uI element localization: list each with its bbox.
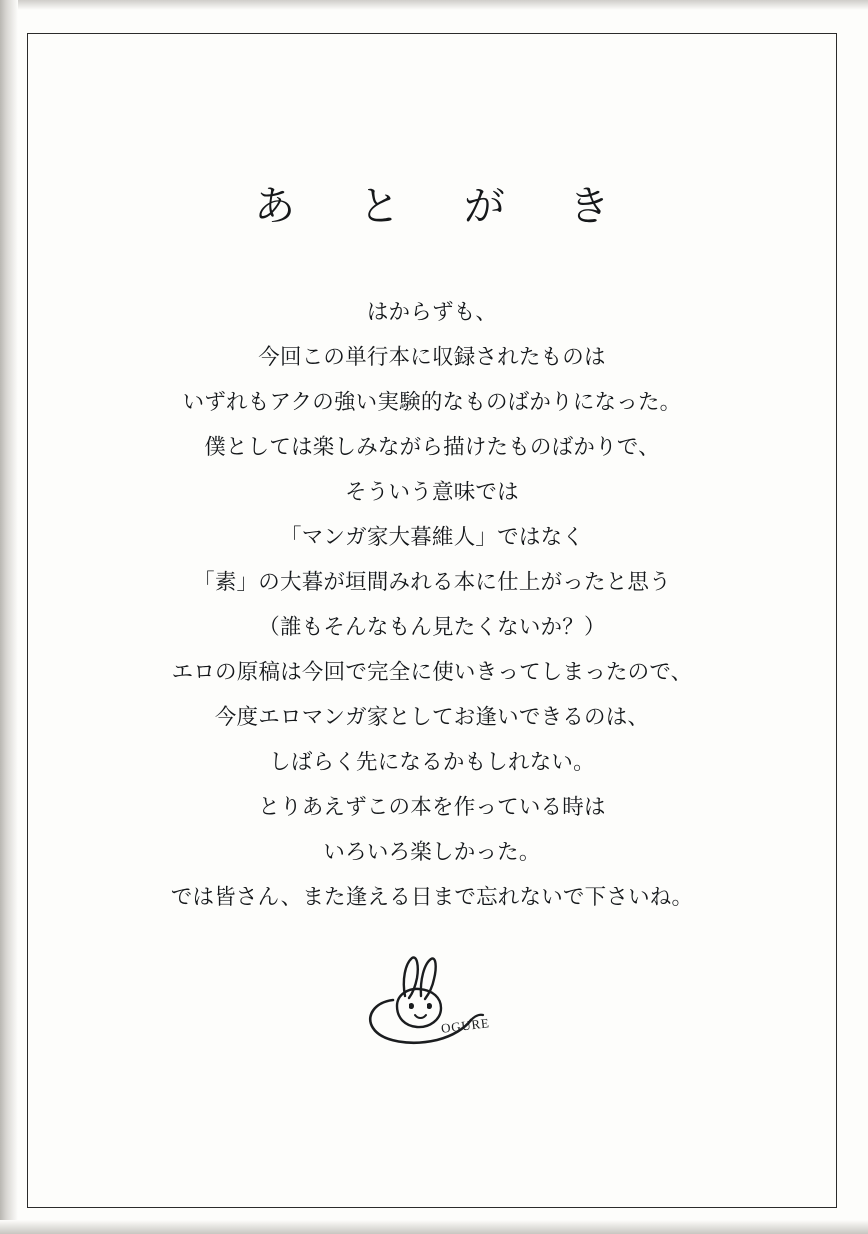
text-line: 「マンガ家大暮維人」ではなく	[279, 525, 584, 550]
signature-doodle	[357, 948, 537, 1058]
text-line: しばらく先になるかもしれない。	[269, 750, 595, 775]
text-line: エロの原稿は今回で完全に使いきってしまったので、	[171, 660, 693, 685]
text-line: そういう意味では	[345, 480, 519, 505]
text-line: 今回この単行本に収録されたものは	[258, 345, 606, 370]
text-line: いろいろ楽しかった。	[323, 840, 541, 865]
page-title: あ と が き	[254, 182, 636, 230]
text-line: では皆さん、また逢える日まで忘れないで下さいね。	[170, 885, 694, 910]
scan-edge-left	[0, 0, 18, 1234]
text-line: はからずも、	[366, 300, 498, 325]
text-line: 僕としては楽しみながら描けたものばかりで、	[204, 435, 660, 460]
page-content	[27, 33, 837, 1208]
scan-edge-top	[0, 0, 868, 10]
afterword-text	[27, 290, 837, 920]
scan-edge-bottom	[0, 1220, 868, 1234]
text-line: いずれもアクの強い実験的なものばかりになった。	[182, 390, 682, 415]
text-line: とりあえずこの本を作っている時は	[258, 795, 606, 820]
text-line: （誰もそんなもん見たくないか？）	[258, 615, 606, 640]
signature-name: OGURE	[440, 1015, 491, 1036]
text-line: 「素」の大暮が垣間みれる本に仕上がったと思う	[193, 570, 671, 595]
text-line: 今度エロマンガ家としてお逢いできるのは、	[214, 705, 650, 730]
